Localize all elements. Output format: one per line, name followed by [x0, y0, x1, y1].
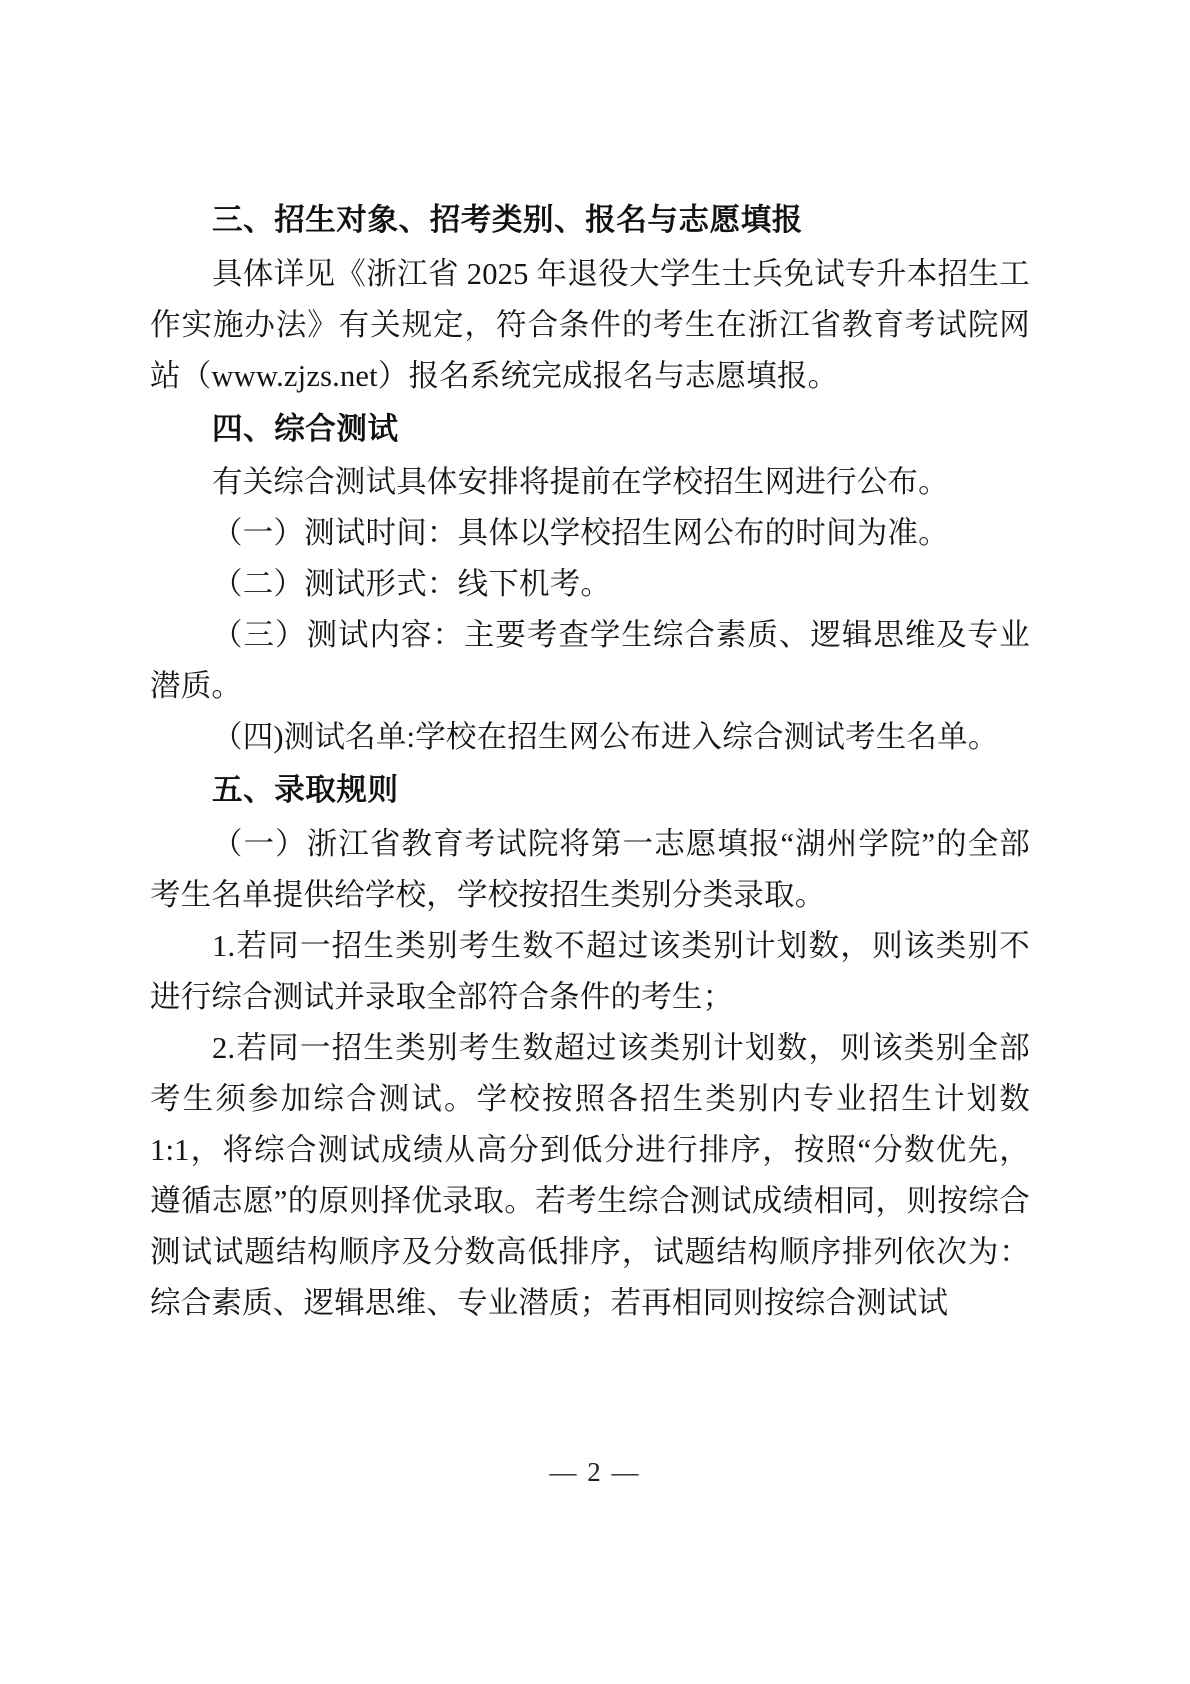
paragraph-test-namelist: （四)测试名单:学校在招生网公布进入综合测试考生名单。 [212, 720, 999, 754]
paragraph-test-content: （三）测试内容：主要考查学生综合素质、逻辑思维及专业潜质。 [150, 618, 1030, 703]
section-heading-five: 五、录取规则 [212, 773, 399, 808]
paragraph-enrollment-details: 具体详见《浙江省 2025 年退役大学生士兵免试专升本招生工作实施办法》有关规定，符合条件的考生在浙江省教育考试院网站（www.zjzs.net）报名系统完成报名与志愿填报。 [150, 256, 1030, 393]
paragraph-test-time: （一）测试时间：具体以学校招生网公布的时间为准。 [212, 516, 949, 550]
section-heading-three: 三、招生对象、招考类别、报名与志愿填报 [212, 203, 803, 238]
document-body [150, 196, 1030, 1329]
paragraph-admission-rule-item1: 1.若同一招生类别考生数不超过该类别计划数，则该类别不进行综合测试并录取全部符合条件的考生； [150, 928, 1030, 1014]
paragraph-admission-rule-item2: 2.若同一招生类别考生数超过该类别计划数，则该类别全部考生须参加综合测试。学校按照各招生类别内专业招生计划数1:1，将综合测试成绩从高分到低分进行排序，按照“分数优先，遵循志愿”的原则择优录取。若考生综合测试成绩相同，则按综合测试试题结构顺序及分数高低排序，试题结构顺序排列依次为：综合素质、逻辑思维、专业潜质；若再相同则按综合测试试 [150, 1030, 1030, 1320]
paragraph-comprehensive-test-intro: 有关综合测试具体安排将提前在学校招生网进行公布。 [212, 465, 949, 499]
section-heading-four: 四、综合测试 [212, 411, 399, 447]
paragraph-test-format: （二）测试形式：线下机考。 [212, 567, 612, 601]
paragraph-admission-rule-one: （一）浙江省教育考试院将第一志愿填报“湖州学院”的全部考生名单提供给学校，学校按招生类别分类录取。 [150, 826, 1030, 912]
page-number: — 2 — [549, 1457, 641, 1487]
